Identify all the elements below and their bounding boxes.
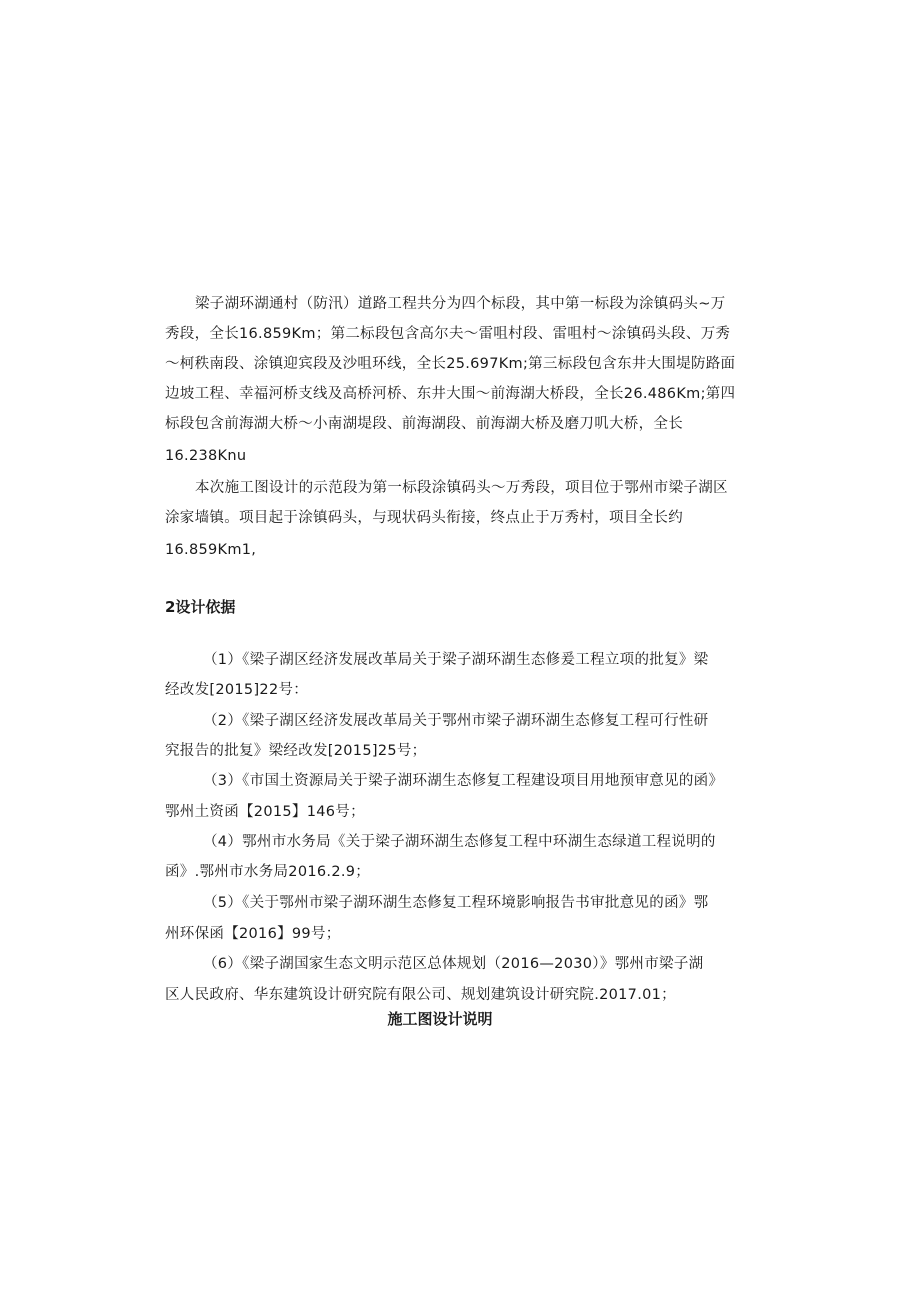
ref-2-line-2: 究报告的批复》梁经改发[2015]25号；: [165, 743, 427, 759]
ref-4-line-2: 函》.鄂州市水务局2016.2.9；: [165, 864, 371, 880]
ref-5-line-2: 州环保函【2016】99号；: [165, 926, 341, 942]
para2-line-3: 16.859Km1,: [165, 542, 257, 558]
section-heading: 2设计依据: [165, 598, 236, 616]
ref-3-line-1: （3）《市国土资源局关于梁子湖环湖生态修复工程建设项目用地预审意见的函》: [203, 773, 724, 789]
para1-line-4: 边坡工程、幸福河桥支线及高桥河桥、东井大围～前海湖大桥段，全长26.486Km;第四: [165, 386, 736, 402]
ref-3-line-2: 鄂州土资函【2015】146号；: [165, 804, 365, 820]
ref-5-line-1: （5）《关于鄂州市梁子湖环湖生态修复工程环境影响报告书审批意见的函》鄂: [203, 895, 709, 911]
footer-title: 施工图设计说明: [387, 1010, 493, 1028]
ref-6-line-1: （6）《梁子湖国家生态文明示范区总体规划（2016—2030）》鄂州市梁子湖: [203, 956, 704, 972]
ref-6-line-2: 区人民政府、华东建筑设计研究院有限公司、规划建筑设计研究院.2017.01；: [165, 987, 676, 1003]
para2-line-2: 涂家墙镇。项目起于涂镇码头，与现状码头衔接，终点止于万秀村，项目全长约: [165, 510, 683, 526]
para1-line-6: 16.238Knu: [165, 448, 247, 464]
para2-line-1: 本次施工图设计的示范段为第一标段涂镇码头～万秀段，项目位于鄂州市梁子湖区: [195, 480, 728, 496]
para1-line-2: 秀段，全长16.859Km；第二标段包含高尔夫～雷咀村段、雷咀村～涂镇码头段、万秀: [165, 326, 731, 342]
para1-line-1: 梁子湖环湖通村（防汛）道路工程共分为四个标段，其中第一标段为涂镇码头~万: [195, 296, 726, 312]
ref-1-line-2: 经改发[2015]22号：: [165, 682, 309, 698]
para1-line-3: ～柯秩南段、涂镇迎宾段及沙咀环线，全长25.697Km;第三标段包含东井大围堤防路面: [165, 356, 736, 372]
para1-line-5: 标段包含前海湖大桥～小南湖堤段、前海湖段、前海湖大桥及磨刀叽大桥，全长: [165, 416, 683, 432]
ref-4-line-1: （4）鄂州市水务局《关于梁子湖环湖生态修复工程中环湖生态绿道工程说明的: [203, 834, 716, 850]
ref-2-line-1: （2）《梁子湖区经济发展改革局关于鄂州市梁子湖环湖生态修复工程可行性研: [203, 713, 709, 729]
ref-1-line-1: （1）《梁子湖区经济发展改革局关于梁子湖环湖生态修爰工程立项的批复》梁: [203, 652, 709, 668]
